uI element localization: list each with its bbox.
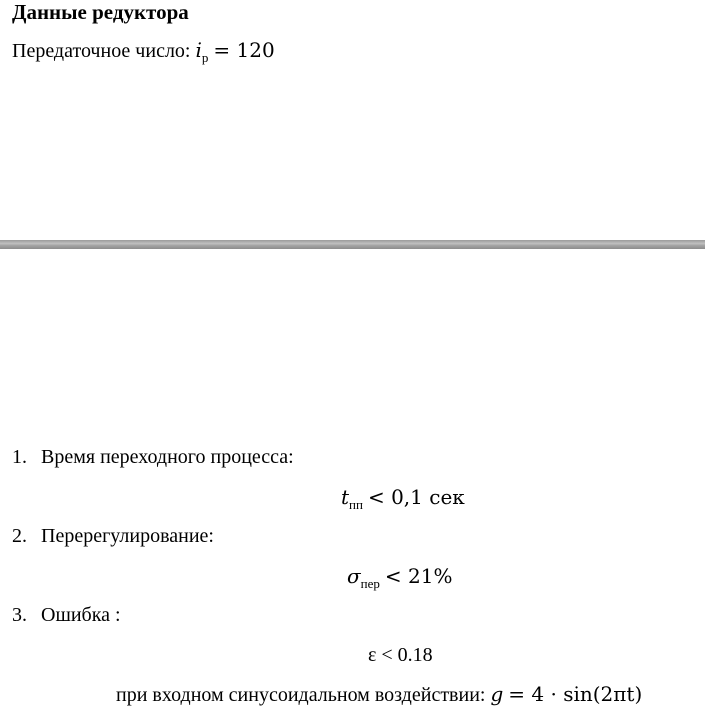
formula-subscript: пп [349,497,363,512]
requirement-item-2 [12,523,214,549]
gear-ratio-line [12,37,275,66]
requirement-item-3 [12,602,121,628]
formula-symbol: σ [347,564,361,588]
formula-subscript: пер [360,576,380,591]
requirement-number: 2. [12,525,27,547]
requirement-number: 1. [12,446,27,468]
formula-relation: < 21% [384,564,453,588]
overshoot-formula [347,563,452,592]
section-heading: Данные редуктора [12,0,189,24]
page-break-divider [0,240,705,249]
page-top [0,0,705,240]
gear-ratio-label: Передаточное число: [12,40,191,62]
requirement-number: 3. [12,604,27,626]
requirement-item-1 [12,444,294,470]
formula-symbol: t [341,485,350,509]
gear-ratio-value: = 120 [213,38,275,62]
input-signal-text: при входном синусоидальном воздействии: [116,684,486,706]
gear-ratio-subscript: р [201,50,209,65]
input-signal-formula: = 4 · sin(2πt) [508,682,643,706]
input-signal-symbol: g [490,682,504,706]
requirement-label: Время переходного процесса: [41,446,294,468]
input-signal-line [116,681,642,708]
requirement-label: Ошибка : [41,604,121,626]
settling-time-formula [341,484,465,513]
error-formula: ε < 0.18 [368,644,433,666]
requirement-label: Перерегулирование: [41,525,214,547]
gear-ratio-symbol: i [195,38,202,62]
formula-relation: < 0,1 сек [367,485,465,509]
